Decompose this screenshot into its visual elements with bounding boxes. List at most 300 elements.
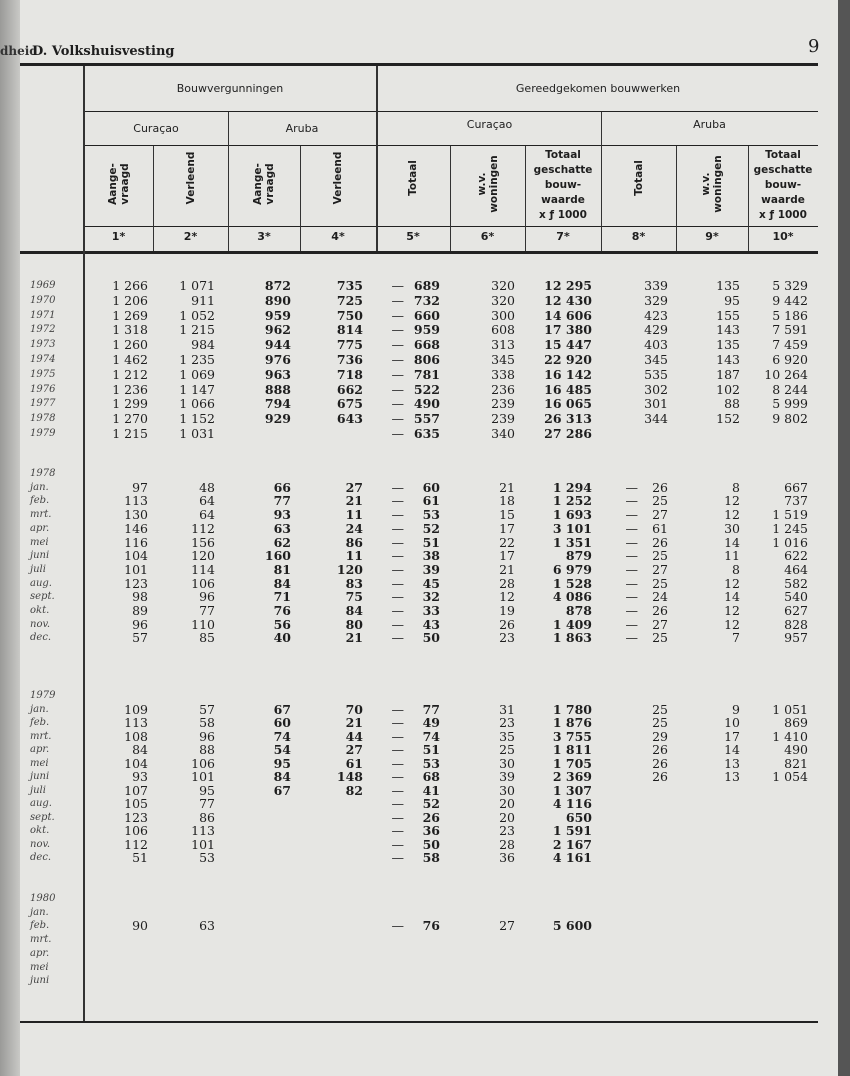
cell-col-2: 1 071: [179, 278, 215, 293]
cell-col-5: 45: [422, 575, 440, 591]
cell-col-7: 1 693: [552, 507, 592, 523]
cell-col-7: 26 313: [544, 411, 592, 427]
row-label-month: mrt.: [30, 934, 52, 946]
cell-col-9: 8: [732, 479, 740, 495]
cell-col-7: 1 705: [552, 755, 592, 771]
cell-col-9: 143: [716, 322, 740, 338]
cell-col-3: 962: [264, 322, 291, 338]
header-curacao-completed: Curaçao: [466, 118, 513, 131]
cell-col-7: 4 086: [552, 589, 592, 605]
row-label-month: apr.: [30, 744, 50, 755]
cell-col-5: 26: [422, 809, 440, 825]
table-left-border: [83, 66, 85, 1021]
cell-col-1: 1 206: [112, 292, 148, 308]
cell-col-2: 1 031: [179, 426, 215, 441]
cell-col-10: 582: [784, 575, 808, 591]
dash-cell: —: [625, 630, 638, 646]
cell-col-8: 345: [644, 352, 668, 367]
cell-col-6: 300: [491, 307, 515, 323]
cell-col-5: 522: [413, 381, 440, 397]
row-label-month: mei: [30, 757, 49, 769]
row-label-month: okt.: [30, 605, 50, 616]
cell-col-4: 83: [345, 575, 363, 591]
cell-col-7: 16 065: [544, 396, 592, 412]
column-header-4: Verleend: [332, 151, 344, 205]
cell-col-9: 13: [724, 755, 740, 771]
group-year-label: 1980: [30, 893, 56, 904]
dash-cell: —: [625, 548, 638, 564]
dash-cell: —: [391, 366, 404, 382]
dash-cell: —: [391, 603, 404, 618]
cell-col-2: 57: [199, 701, 215, 717]
cell-col-6: 26: [499, 616, 515, 632]
cell-col-8: 339: [644, 278, 668, 293]
cell-col-5: 58: [422, 850, 440, 865]
cell-col-8: 26: [652, 742, 668, 757]
cell-col-2: 48: [199, 479, 215, 495]
cell-col-1: 1 236: [112, 381, 148, 397]
cell-col-6: 320: [491, 292, 515, 308]
page-number: 9: [808, 36, 820, 57]
cell-col-5: 38: [422, 548, 440, 564]
column-header-6: w.v. woningen: [475, 155, 500, 213]
cell-col-1: 101: [124, 561, 148, 577]
cell-col-3: 62: [273, 534, 291, 550]
column-header-10: Totaal geschatte bouw- waarde x ƒ 1000: [753, 149, 813, 221]
cell-col-1: 1 270: [112, 411, 148, 427]
cell-col-4: 44: [345, 728, 363, 744]
cell-col-10: 9 442: [772, 292, 808, 308]
cell-col-9: 135: [716, 278, 740, 293]
cell-col-1: 107: [124, 782, 148, 798]
cell-col-10: 1 519: [772, 507, 808, 523]
cell-col-9: 30: [724, 520, 740, 536]
row-label-month: aug.: [30, 798, 52, 809]
cell-col-9: 12: [724, 507, 740, 523]
cell-col-2: 1 066: [179, 396, 215, 412]
cell-col-5: 36: [422, 823, 440, 838]
cell-col-7: 22 920: [544, 352, 592, 367]
cell-col-3: 890: [264, 292, 291, 308]
cell-col-2: 64: [199, 493, 215, 509]
cell-col-3: 963: [264, 366, 291, 382]
cell-col-2: 156: [191, 534, 215, 550]
cell-col-3: 66: [273, 479, 291, 495]
cell-col-7: 4 116: [552, 796, 592, 811]
cell-col-4: 643: [336, 411, 363, 427]
cell-col-4: 27: [345, 479, 363, 495]
cell-col-4: 21: [345, 493, 363, 509]
row-label-year: 1969: [30, 280, 56, 291]
cell-col-8: 26: [652, 603, 668, 618]
cell-col-2: 113: [191, 823, 215, 838]
row-label-month: juli: [30, 563, 46, 575]
column-number-7: 7*: [556, 230, 570, 243]
cell-col-2: 95: [199, 782, 215, 798]
dash-cell: —: [625, 534, 638, 550]
cell-col-4: 11: [345, 507, 363, 523]
dash-cell: —: [625, 603, 638, 618]
cell-col-10: 1 016: [772, 534, 808, 550]
cell-col-5: 32: [422, 589, 440, 605]
dash-cell: —: [625, 520, 638, 536]
top-rule: [20, 63, 818, 66]
row-label-year: 1973: [30, 339, 56, 351]
row-label-year: 1978: [30, 413, 56, 425]
dash-cell: —: [391, 769, 404, 784]
cell-col-2: 77: [199, 603, 215, 618]
cell-col-2: 106: [191, 755, 215, 771]
header-bottom-rule: [20, 251, 818, 254]
cell-col-8: 25: [652, 493, 668, 509]
cell-col-5: 52: [422, 520, 440, 536]
dash-cell: —: [391, 918, 404, 934]
cell-col-1: 96: [132, 616, 148, 632]
dash-cell: —: [391, 337, 404, 353]
cell-col-5: 43: [422, 616, 440, 632]
cell-col-3: 95: [273, 755, 291, 771]
cell-col-4: 718: [336, 366, 363, 382]
dash-cell: —: [391, 715, 404, 730]
cell-col-4: 662: [336, 381, 363, 397]
cell-col-9: 143: [716, 352, 740, 367]
cell-col-6: 320: [491, 278, 515, 293]
cell-col-9: 12: [724, 616, 740, 632]
row-label-month: juni: [30, 771, 50, 782]
cell-col-2: 1 052: [179, 307, 215, 323]
cell-col-1: 106: [124, 823, 148, 838]
cell-col-5: 490: [413, 396, 440, 412]
cell-col-4: 86: [345, 534, 363, 550]
cell-col-7: 879: [565, 548, 592, 564]
cell-col-5: 806: [413, 352, 440, 367]
cell-col-3: 56: [273, 616, 291, 632]
cell-col-3: 67: [273, 782, 291, 798]
cell-col-9: 11: [724, 548, 740, 564]
row-label-month: mrt.: [30, 730, 52, 742]
cell-col-6: 19: [499, 603, 515, 618]
row-label-year: 1974: [30, 354, 56, 365]
row-label-month: apr.: [30, 947, 50, 959]
cell-col-8: 535: [644, 366, 668, 382]
cell-col-5: 68: [422, 769, 440, 784]
row-label-year: 1977: [30, 398, 56, 410]
cell-col-8: 403: [644, 337, 668, 353]
cell-col-7: 1 307: [552, 782, 592, 798]
cell-col-10: 5 999: [772, 396, 808, 412]
cell-col-3: 40: [273, 630, 291, 646]
dash-cell: —: [391, 352, 404, 367]
cell-col-1: 113: [124, 715, 148, 730]
dash-cell: —: [391, 589, 404, 605]
cell-col-6: 345: [491, 352, 515, 367]
dash-cell: —: [625, 575, 638, 591]
header-gereedgekomen: Gereedgekomen bouwwerken: [515, 82, 681, 95]
cell-col-6: 35: [499, 728, 515, 744]
cell-col-8: 24: [652, 589, 668, 605]
column-number-8: 8*: [631, 230, 646, 243]
cell-col-3: 74: [273, 728, 291, 744]
cell-col-9: 12: [724, 575, 740, 591]
cell-col-2: 96: [199, 589, 215, 605]
group-year-label: 1979: [30, 690, 56, 701]
cell-col-9: 88: [724, 396, 740, 412]
cell-col-7: 1 591: [552, 823, 592, 838]
cell-col-3: 959: [264, 307, 291, 323]
cell-col-10: 8 244: [772, 381, 808, 397]
cell-col-10: 1 410: [772, 728, 808, 744]
cell-col-9: 13: [724, 769, 740, 784]
cell-col-1: 89: [132, 603, 148, 618]
cell-col-1: 123: [124, 575, 148, 591]
cell-col-3: 888: [264, 381, 291, 397]
cell-col-8: 301: [644, 396, 668, 412]
cell-col-4: 75: [345, 589, 363, 605]
cell-col-2: 1 235: [179, 352, 215, 367]
row-label-year: 1972: [30, 324, 56, 336]
cell-col-4: 84: [345, 603, 363, 618]
dash-cell: —: [391, 292, 404, 308]
cell-col-7: 2 369: [552, 769, 592, 784]
cell-col-7: 16 142: [544, 366, 592, 382]
cell-col-10: 957: [784, 630, 808, 646]
cell-col-2: 77: [199, 796, 215, 811]
cell-col-10: 667: [784, 479, 808, 495]
cell-col-9: 12: [724, 493, 740, 509]
cell-col-10: 7 459: [772, 337, 808, 353]
cell-col-4: 11: [345, 548, 363, 564]
column-number-5: 5*: [406, 230, 420, 243]
header-curacao-permits: Curaçao: [133, 122, 179, 135]
cell-col-1: 123: [124, 809, 148, 825]
cell-col-3: 872: [264, 278, 291, 293]
cell-col-1: 97: [132, 479, 148, 495]
row-label-month: sept.: [30, 591, 55, 603]
cell-col-3: 54: [273, 742, 291, 757]
cell-col-1: 1 462: [112, 352, 148, 367]
cell-col-9: 152: [716, 411, 740, 427]
cell-col-7: 1 780: [552, 701, 592, 717]
header-aruba-completed: Aruba: [693, 118, 726, 131]
cell-col-2: 96: [199, 728, 215, 744]
cell-col-9: 8: [732, 561, 740, 577]
cell-col-7: 12 295: [544, 278, 592, 293]
cell-col-2: 114: [191, 561, 215, 577]
column-number-10: 10*: [772, 230, 794, 243]
rule: [84, 226, 818, 227]
dash-cell: —: [391, 561, 404, 577]
cell-col-9: 10: [724, 715, 740, 730]
cell-col-5: 50: [422, 630, 440, 646]
cell-col-6: 17: [499, 520, 515, 536]
dash-cell: —: [391, 548, 404, 564]
cell-col-2: 1 215: [179, 322, 215, 338]
cell-col-8: 61: [652, 520, 668, 536]
cell-col-5: 76: [422, 918, 440, 934]
row-label-month: dec.: [30, 852, 52, 863]
row-label-year: 1975: [30, 368, 56, 380]
cell-col-2: 101: [191, 836, 215, 852]
cell-col-8: 429: [644, 322, 668, 338]
cell-col-3: 76: [273, 603, 291, 618]
cell-col-3: 160: [264, 548, 291, 564]
dash-cell: —: [625, 589, 638, 605]
cell-col-4: 750: [336, 307, 363, 323]
cell-col-5: 74: [422, 728, 440, 744]
cell-col-9: 14: [724, 534, 740, 550]
cell-col-2: 88: [199, 742, 215, 757]
cell-col-2: 911: [191, 292, 215, 308]
cell-col-3: 71: [273, 589, 291, 605]
cell-col-5: 49: [422, 715, 440, 730]
cell-col-9: 155: [716, 307, 740, 323]
row-label-month: feb.: [30, 717, 50, 728]
dash-cell: —: [391, 507, 404, 523]
cell-col-5: 53: [422, 507, 440, 523]
cell-col-5: 33: [422, 603, 440, 618]
cell-col-6: 21: [499, 479, 515, 495]
dash-cell: —: [391, 520, 404, 536]
row-label-year: 1979: [30, 428, 56, 439]
dash-cell: —: [391, 381, 404, 397]
cell-col-5: 77: [422, 701, 440, 717]
cell-col-2: 58: [199, 715, 215, 730]
header-aruba-permits: Aruba: [285, 122, 319, 135]
cell-col-6: 28: [499, 836, 515, 852]
dash-cell: —: [391, 426, 404, 441]
cell-col-7: 1 863: [552, 630, 592, 646]
cell-col-10: 622: [784, 548, 808, 564]
cell-col-9: 187: [716, 366, 740, 382]
cell-col-5: 689: [413, 278, 440, 293]
cell-col-6: 608: [491, 322, 515, 338]
cell-col-9: 14: [724, 742, 740, 757]
column-header-9: w.v. woningen: [700, 155, 724, 213]
cell-col-8: 423: [644, 307, 668, 323]
row-label-month: mei: [30, 961, 49, 973]
cell-col-6: 28: [499, 575, 515, 591]
cell-col-7: 4 161: [552, 850, 592, 865]
dash-cell: —: [391, 493, 404, 509]
cell-col-9: 135: [716, 337, 740, 353]
cell-col-6: 17: [499, 548, 515, 564]
cell-col-8: 25: [652, 630, 668, 646]
cell-col-5: 781: [413, 366, 440, 382]
row-label-year: 1970: [30, 294, 56, 306]
cell-col-6: 25: [499, 742, 515, 757]
group-year-label: 1978: [30, 468, 56, 479]
cell-col-7: 12 430: [544, 292, 592, 308]
cell-col-2: 64: [199, 507, 215, 523]
dash-cell: —: [391, 796, 404, 811]
cell-col-4: 21: [345, 630, 363, 646]
cell-col-4: 675: [336, 396, 363, 412]
cell-col-7: 14 606: [544, 307, 592, 323]
cell-col-4: 70: [345, 701, 363, 717]
cell-col-7: 3 101: [552, 520, 592, 536]
cell-col-4: 27: [345, 742, 363, 757]
row-label-month: jan.: [30, 703, 49, 715]
cell-col-6: 20: [499, 796, 515, 811]
dash-cell: —: [391, 575, 404, 591]
row-label-month: dec.: [30, 632, 52, 644]
section-title: D. Volkshuisvesting: [32, 44, 175, 59]
cell-col-8: 27: [652, 507, 668, 523]
cell-col-4: 735: [336, 278, 363, 293]
cell-col-1: 90: [132, 918, 148, 934]
row-label-month: jan.: [30, 481, 49, 493]
cell-col-1: 1 269: [112, 307, 148, 323]
dash-cell: —: [391, 322, 404, 338]
cell-col-7: 1 351: [552, 534, 592, 550]
cell-col-9: 14: [724, 589, 740, 605]
dash-cell: —: [391, 630, 404, 646]
row-label-month: jan.: [30, 906, 49, 918]
cell-col-6: 31: [499, 701, 515, 717]
cell-col-4: 736: [336, 352, 363, 367]
cell-col-6: 12: [499, 589, 515, 605]
cell-col-1: 98: [132, 589, 148, 605]
cell-col-3: 976: [264, 352, 291, 367]
cell-col-1: 1 260: [112, 337, 148, 353]
cell-col-6: 18: [499, 493, 515, 509]
cell-col-7: 2 167: [552, 836, 592, 852]
row-label-month: feb.: [30, 920, 50, 932]
column-number-2: 2*: [183, 230, 198, 243]
cell-col-2: 120: [191, 548, 215, 564]
cell-col-2: 1 069: [179, 366, 215, 382]
row-label-year: 1971: [30, 309, 56, 321]
cell-col-2: 53: [199, 850, 215, 865]
cell-col-7: 1 252: [552, 493, 592, 509]
cell-col-9: 17: [724, 728, 740, 744]
header-bouwvergunningen: Bouwvergunningen: [176, 82, 284, 95]
cell-col-6: 338: [491, 366, 515, 382]
dash-cell: —: [391, 850, 404, 865]
dash-cell: —: [391, 782, 404, 798]
cell-col-1: 104: [124, 548, 148, 564]
cell-col-7: 878: [565, 603, 592, 618]
cell-col-5: 635: [413, 426, 440, 441]
cell-col-2: 984: [191, 337, 215, 353]
dash-cell: —: [391, 307, 404, 323]
cell-col-6: 27: [499, 918, 515, 934]
cell-col-2: 63: [199, 918, 215, 934]
cell-col-7: 1 528: [552, 575, 592, 591]
cell-col-1: 112: [124, 836, 148, 852]
row-label-month: mei: [30, 536, 49, 548]
cell-col-6: 21: [499, 561, 515, 577]
cell-col-10: 464: [784, 561, 808, 577]
cell-col-6: 30: [499, 755, 515, 771]
cell-col-1: 109: [124, 701, 148, 717]
rule: [84, 111, 818, 112]
cell-col-3: 84: [273, 769, 291, 784]
cell-col-10: 869: [784, 715, 808, 730]
column-header-3: Aange- vraagd: [252, 163, 276, 205]
cell-col-2: 1 147: [179, 381, 215, 397]
cell-col-6: 239: [491, 411, 515, 427]
cell-col-6: 340: [491, 426, 515, 441]
cell-col-1: 146: [124, 520, 148, 536]
cell-col-6: 20: [499, 809, 515, 825]
cell-col-5: 668: [413, 337, 440, 353]
cell-col-6: 23: [499, 630, 515, 646]
cell-col-10: 9 802: [772, 411, 808, 427]
cell-col-1: 1 299: [112, 396, 148, 412]
cell-col-2: 85: [199, 630, 215, 646]
cell-col-8: 26: [652, 755, 668, 771]
